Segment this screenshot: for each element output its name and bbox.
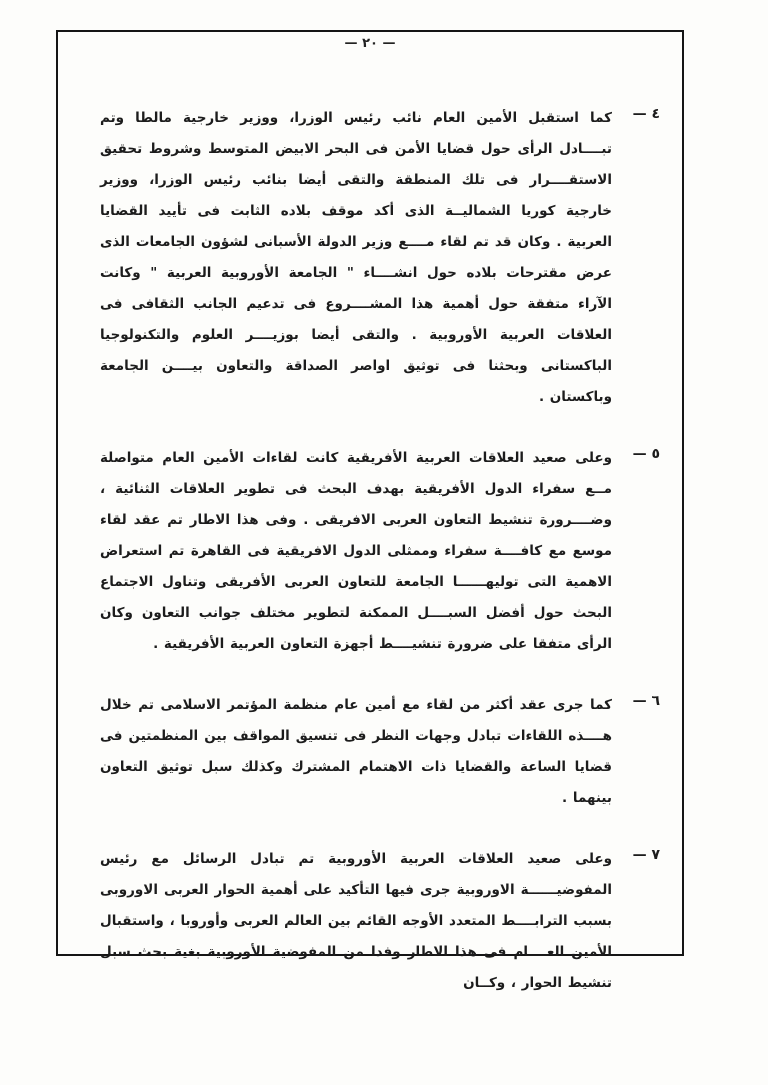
paragraph <box>100 690 660 814</box>
paragraph <box>100 443 660 660</box>
page-number: — ٢٠ — <box>344 36 396 51</box>
page-border <box>56 30 684 991</box>
paragraph-text: كما استقبل الأمين العام نائب رئيس الوزرا، ووزير خارجية مالطا وتم تبــــادل الرأى حول قضايا الأمن فى البحر الابيض المتوسط وشروط تحقيق الاستقــــرار فى تلك المنطقة والتقى أيضا بنائب رئيس الوزرا، ووزير خارجية كوريا الشماليــة الذى أكد موقف بلاده الثابت فى تأييد القضايا العربية . وكان قد تم لقاء مــــع وزير الدولة الأسبانى لشؤون الجامعات الذى عرض مقترحات بلاده حول انشــــاء " الجامعة الأوروبية العربية " وكانت الآراء متفقة حول أهمية هذا المشــــروع فى تدعيم الجانب الثقافى فى العلاقات العربية الأوروبية . والتقى أيضا بوزيــــر العلوم والتكنولوجيا الباكستانى وبحثنا فى توثيق اواصر الصداقة والتعاون بيــــن الجامعة وباكستان . <box>100 110 612 405</box>
document-content <box>58 51 682 999</box>
paragraph-number: ٥ — <box>632 446 660 462</box>
paragraph-number: ٦ — <box>632 693 660 709</box>
paragraph-text: كما جرى عقد أكثر من لقاء مع أمين عام منظمة المؤتمر الاسلامى تم خلال هــــذه اللقاءات تبادل وجهات النظر فى تنسيق المواقف بين المنظمتين فى قضايا الساعة والقضايا ذات الاهتمام المشترك وكذلك سبل توثيق التعاون بينهما . <box>100 697 612 806</box>
paragraph-text: وعلى صعيد العلاقات العربية الأوروبية تم تبادل الرسائل مع رئيس المفوضيــــــة الاوروبية جرى فيها التأكيد على أهمية الحوار العربى الاوروبى بسبب الترابــــط المتعدد الأوجه القائم بين العالم العربى وأوروبا ، واستقبال الأمين العــــام فى هذا الاطار وفدا من المفوضية الأوروبية بغية بحث سبل تنشيط الحوار ، وكــان <box>100 851 612 991</box>
paragraph-text: وعلى صعيد العلاقات العربية الأفريقية كانت لقاءات الأمين العام متواصلة مــع سفراء الدول الأفريقية بهدف البحث فى تطوير العلاقات الثنائية ، وضــــرورة تنشيط التعاون العربى الافريقى . وفى هذا الاطار تم عقد لقاء موسع مع كافــــة سفراء وممثلى الدول الافريقية فى القاهرة تم استعراض الاهمية التى توليهــــــا الجامعة للتعاون العربى الأفريقى وتناول الاجتماع البحث حول أفضل السبــــل الممكنة لتطوير مختلف جوانب التعاون وكان الرأى متفقا على ضرورة تنشيــــط أجهزة التعاون العربية الأفريقية . <box>100 450 612 652</box>
paragraph <box>100 844 660 999</box>
paragraph-number: ٧ — <box>632 847 660 863</box>
paragraph-number: ٤ — <box>632 106 660 122</box>
paragraph <box>100 103 660 413</box>
